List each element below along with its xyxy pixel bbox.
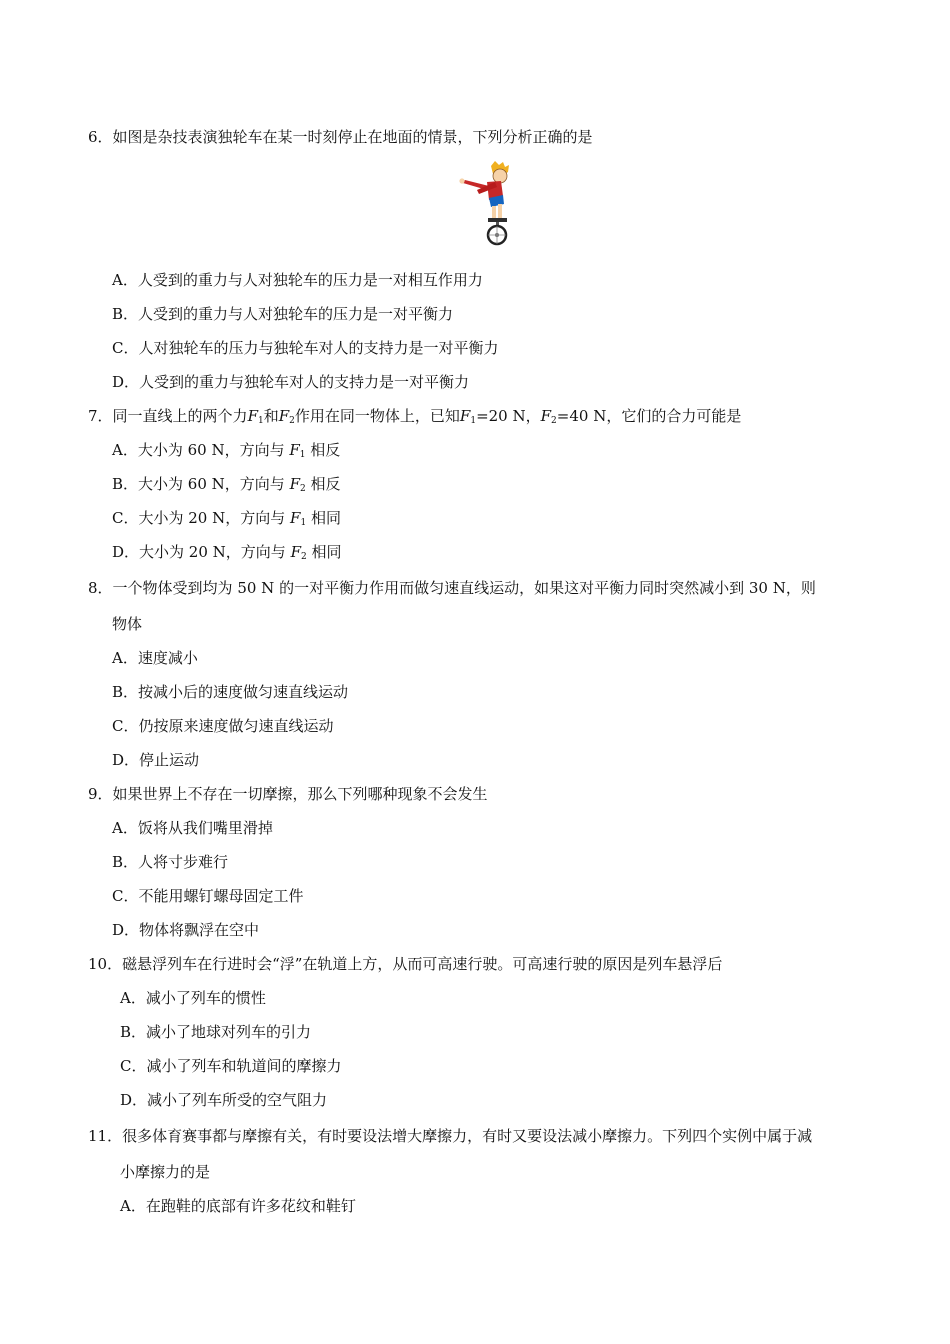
question-text: 如果世界上不存在一切摩擦，那么下列哪种现象不会发生: [112, 785, 488, 803]
question-9-option-b[interactable]: [112, 852, 228, 872]
question-8-option-b[interactable]: [112, 682, 348, 702]
question-number: 11．: [88, 1127, 123, 1145]
force-symbol: F: [247, 407, 258, 425]
option-letter: C．: [112, 717, 139, 735]
question-6-option-b[interactable]: [112, 304, 453, 324]
option-text: 按减小后的速度做匀速直线运动: [138, 683, 349, 701]
option-letter: A．: [112, 271, 138, 289]
force-symbol: F: [290, 509, 301, 527]
force-subscript: 2: [300, 552, 307, 562]
question-10-option-c[interactable]: [120, 1056, 342, 1076]
question-6-option-a[interactable]: [112, 270, 483, 290]
option-letter: D．: [112, 543, 140, 561]
option-letter: D．: [120, 1091, 148, 1109]
unicycle-acrobat-illustration: [455, 160, 521, 246]
question-text-part: 作用在同一物体上，已知: [294, 407, 460, 425]
force-subscript: 1: [299, 450, 306, 460]
question-text-part: 和: [263, 407, 279, 425]
question-7-option-a[interactable]: [112, 440, 340, 460]
question-9-option-d[interactable]: [112, 920, 259, 940]
option-text: 物体将飘浮在空中: [139, 921, 260, 939]
option-letter: A．: [112, 649, 138, 667]
question-6-option-d[interactable]: [112, 372, 469, 392]
option-text: 减小了列车所受的空气阻力: [147, 1091, 328, 1109]
question-number: 8．: [88, 579, 113, 597]
force-subscript: 1: [470, 416, 477, 426]
force-symbol: F: [540, 407, 552, 425]
option-text: 不能用螺钉螺母固定工件: [138, 887, 304, 905]
question-6-option-c[interactable]: [112, 338, 499, 358]
option-text: 相同: [306, 543, 342, 561]
question-10-option-b[interactable]: [120, 1022, 311, 1042]
option-letter: B．: [112, 853, 139, 871]
option-text: 人受到的重力与人对独轮车的压力是一对平衡力: [138, 305, 454, 323]
option-text: 人受到的重力与人对独轮车的压力是一对相互作用力: [137, 271, 483, 289]
option-letter: B．: [120, 1023, 147, 1041]
question-9-option-c[interactable]: [112, 886, 304, 906]
question-text: 一个物体受到均为 50 N 的一对平衡力作用而做匀速直线运动，如果这对平衡力同时突然减小到 30 N，则: [112, 579, 816, 597]
question-6-stem: [88, 127, 593, 147]
question-number: 7．: [88, 407, 113, 425]
option-letter: C．: [112, 339, 139, 357]
question-9-stem: [88, 784, 488, 804]
question-9-option-a[interactable]: [112, 818, 273, 838]
option-text: 停止运动: [139, 751, 200, 769]
force-subscript: 1: [300, 518, 307, 528]
option-letter: A．: [112, 441, 138, 459]
force-subscript: 2: [299, 484, 306, 494]
option-text: 仍按原来速度做匀速直线运动: [138, 717, 334, 735]
option-letter: B．: [112, 305, 139, 323]
question-7-stem: [88, 406, 741, 426]
question-8-stem: [88, 578, 816, 598]
question-number: 6．: [88, 128, 113, 146]
option-letter: B．: [112, 683, 139, 701]
option-text: 人对独轮车的压力与独轮车对人的支持力是一对平衡力: [138, 339, 499, 357]
question-text-part: =20 N，: [476, 407, 541, 425]
force-symbol: F: [459, 407, 471, 425]
question-8-stem-continued: 物体: [112, 615, 143, 633]
question-text: 很多体育赛事都与摩擦有关，有时要设法增大摩擦力，有时又要设法减小摩擦力。下列四个实例中属于减: [122, 1127, 813, 1145]
option-letter: D．: [112, 921, 140, 939]
question-11-option-a[interactable]: [120, 1196, 356, 1216]
option-text: 速度减小: [137, 649, 198, 667]
question-10-stem: [88, 954, 722, 974]
option-letter: D．: [112, 373, 140, 391]
question-number: 10．: [88, 955, 123, 973]
force-symbol: F: [290, 543, 301, 561]
force-symbol: F: [289, 441, 300, 459]
option-letter: A．: [120, 989, 146, 1007]
option-text: 在跑鞋的底部有许多花纹和鞋钉: [145, 1197, 356, 1215]
question-8-option-c[interactable]: [112, 716, 334, 736]
option-text: 人将寸步难行: [138, 853, 229, 871]
question-text-part: 同一直线上的两个力: [112, 407, 248, 425]
question-11-stem: [88, 1126, 812, 1146]
option-letter: A．: [112, 819, 138, 837]
force-subscript: 2: [551, 416, 557, 426]
option-text: 饭将从我们嘴里滑掉: [137, 819, 273, 837]
question-11-stem-continued: 小摩擦力的是: [120, 1163, 211, 1181]
force-symbol: F: [289, 475, 300, 493]
option-letter: C．: [112, 887, 139, 905]
question-7-option-c[interactable]: [112, 508, 341, 528]
option-text: 相反: [305, 475, 341, 493]
option-letter: B．: [112, 475, 139, 493]
force-subscript: 1: [257, 416, 264, 426]
option-letter: A．: [120, 1197, 146, 1215]
question-8-option-d[interactable]: [112, 750, 199, 770]
option-text: 大小为 60 N，方向与: [137, 441, 290, 459]
option-text: 相同: [306, 509, 341, 527]
question-7-option-b[interactable]: [112, 474, 341, 494]
option-text: 大小为 20 N，方向与: [139, 543, 291, 561]
option-text: 大小为 20 N，方向与: [138, 509, 291, 527]
question-8-option-a[interactable]: [112, 648, 198, 668]
question-text: 磁悬浮列车在行进时会“浮”在轨道上方，从而可高速行驶。可高速行驶的原因是列车悬浮后: [122, 955, 723, 973]
option-text: 人受到的重力与独轮车对人的支持力是一对平衡力: [139, 373, 470, 391]
question-number: 9．: [88, 785, 113, 803]
force-subscript: 2: [289, 416, 295, 426]
option-letter: C．: [112, 509, 139, 527]
option-text: 大小为 60 N，方向与: [138, 475, 290, 493]
option-letter: C．: [120, 1057, 147, 1075]
question-text: 如图是杂技表演独轮车在某一时刻停止在地面的情景，下列分析正确的是: [112, 128, 593, 146]
option-letter: D．: [112, 751, 140, 769]
option-text: 相反: [305, 441, 341, 459]
question-7-option-d[interactable]: [112, 542, 342, 562]
option-text: 减小了地球对列车的引力: [146, 1023, 312, 1041]
question-10-option-a[interactable]: [120, 988, 266, 1008]
option-text: 减小了列车的惯性: [145, 989, 266, 1007]
force-symbol: F: [278, 407, 290, 425]
option-text: 减小了列车和轨道间的摩擦力: [146, 1057, 342, 1075]
question-10-option-d[interactable]: [120, 1090, 327, 1110]
question-text-part: =40 N，它们的合力可能是: [556, 407, 742, 425]
